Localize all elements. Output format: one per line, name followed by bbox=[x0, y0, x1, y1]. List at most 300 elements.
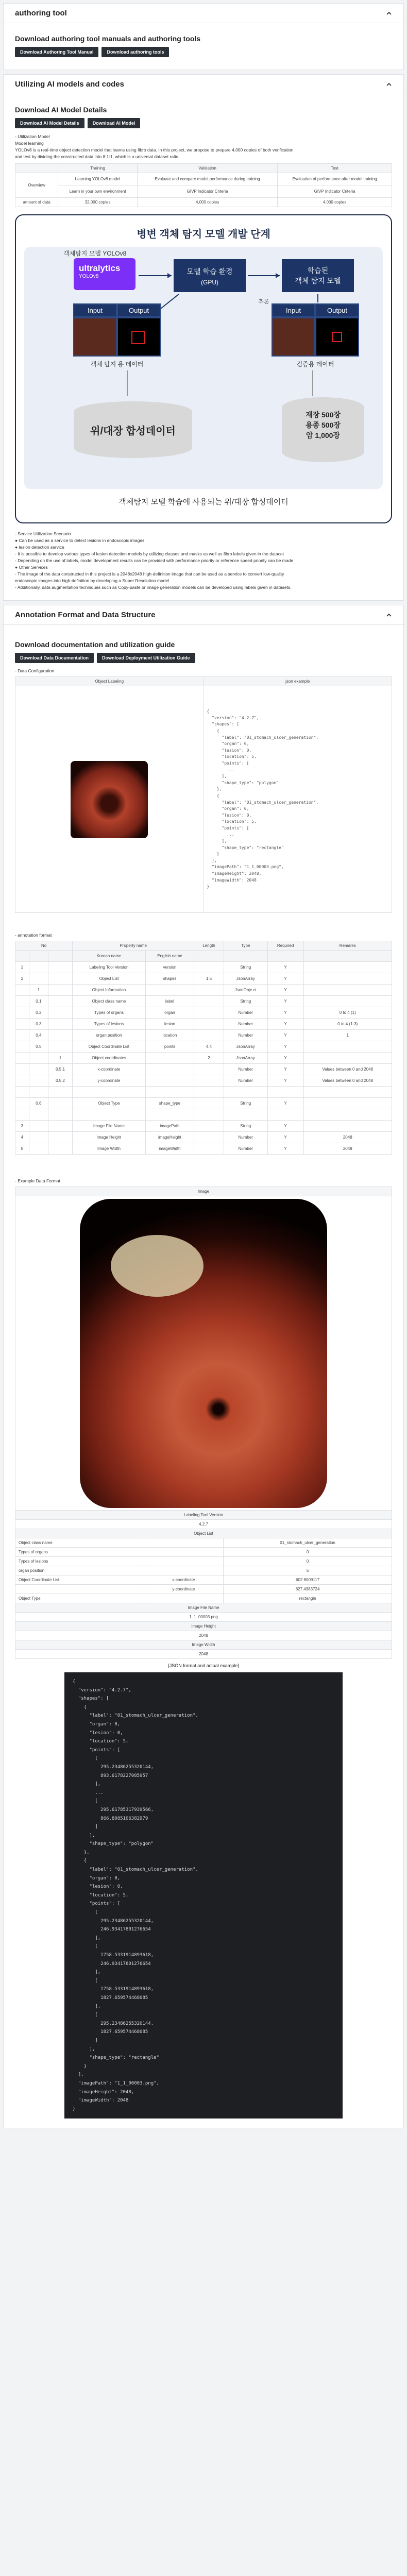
table-cell: 1 bbox=[29, 985, 48, 996]
table-cell: Object Coordinate List bbox=[73, 1041, 146, 1053]
table-cell: 4,000 copies bbox=[278, 198, 392, 207]
table-row bbox=[15, 1098, 392, 1109]
table-cell: 1 bbox=[15, 962, 29, 973]
table-cell bbox=[29, 951, 48, 962]
table-cell bbox=[48, 973, 72, 985]
authoring-tool-header[interactable] bbox=[4, 4, 403, 23]
table-row bbox=[15, 1143, 392, 1155]
width-value: 2048 bbox=[15, 1650, 392, 1659]
scenario-line: ● lesion detection service bbox=[15, 545, 64, 550]
table-cell: Object class name bbox=[73, 996, 146, 1007]
table-cell bbox=[29, 973, 48, 985]
table-cell: 2048 bbox=[303, 1132, 392, 1143]
table-cell: 0.6 bbox=[29, 1098, 48, 1109]
download-model-details-button[interactable]: Download AI Model Details bbox=[15, 118, 84, 128]
table-cell bbox=[29, 1064, 48, 1075]
table-cell: Types of organs bbox=[15, 1548, 144, 1557]
scenario-line: - It is possible to develop various types of lesion detection models by utilizing classes and masks as well as fibro labels given in the datacet bbox=[15, 551, 284, 556]
table-header bbox=[15, 164, 58, 173]
tool-version-value: 4.2.7 bbox=[15, 1520, 392, 1529]
tool-version-header: Labeling Tool Version bbox=[15, 1511, 392, 1520]
table-cell bbox=[48, 1030, 72, 1041]
table-cell bbox=[267, 1109, 303, 1121]
download-data-doc-button[interactable]: Download Data Documentation bbox=[15, 653, 94, 663]
table-cell: String bbox=[224, 962, 267, 973]
file-value: 1_1_00003.png bbox=[15, 1613, 392, 1622]
scenario-line: - Additionally, data augmentation techniques such as Copy-paste or image generation models can be developed using labels given in datasets. bbox=[15, 585, 292, 590]
table-cell bbox=[48, 1041, 72, 1053]
table-cell: 5 bbox=[15, 1143, 29, 1155]
table-cell: Y bbox=[267, 1132, 303, 1143]
table-cell: 0.3 bbox=[29, 1019, 48, 1030]
table-row bbox=[15, 1548, 392, 1557]
annotation-title: Annotation Format and Data Structure bbox=[15, 611, 156, 619]
table-cell bbox=[194, 1064, 224, 1075]
ai-models-header[interactable] bbox=[4, 75, 403, 94]
table-header: Remarks bbox=[303, 941, 392, 951]
table-cell: organ position bbox=[15, 1566, 144, 1575]
table-row bbox=[15, 1109, 392, 1121]
table-cell: Evaluate and compare model performance during training bbox=[138, 173, 278, 185]
table-cell: Number bbox=[224, 1064, 267, 1075]
table-cell: Learning YOLOv8 model bbox=[58, 173, 138, 185]
table-cell: Y bbox=[267, 1064, 303, 1075]
table-header: Length bbox=[194, 941, 224, 951]
table-cell bbox=[145, 1064, 194, 1075]
table-cell: rectangle bbox=[224, 1594, 392, 1603]
table-cell: Labeling Tool Version bbox=[73, 962, 146, 973]
train-data-label: 객체 탐지 용 데이터 bbox=[90, 361, 144, 368]
table-cell bbox=[145, 1053, 194, 1064]
table-cell bbox=[48, 1132, 72, 1143]
table-cell: Evaluation of performance after model training bbox=[278, 173, 392, 185]
table-cell: Y bbox=[267, 962, 303, 973]
table-cell: String bbox=[224, 996, 267, 1007]
authoring-tool-heading: Download authoring tool manuals and authoring tools bbox=[15, 35, 201, 43]
table-cell bbox=[145, 985, 194, 996]
table-cell: 0.1 bbox=[29, 996, 48, 1007]
table-cell bbox=[29, 1121, 48, 1132]
table-row bbox=[15, 1007, 392, 1019]
annotation-section bbox=[3, 605, 404, 2128]
table-cell: organ position bbox=[73, 1030, 146, 1041]
table-cell bbox=[144, 1566, 223, 1575]
table-cell: 4.4 bbox=[194, 1041, 224, 1053]
table-cell: Y bbox=[267, 985, 303, 996]
table-cell: Types of lesions bbox=[73, 1019, 146, 1030]
logo-text: ultralytics bbox=[79, 263, 121, 273]
step2-sub: (GPU) bbox=[201, 279, 218, 286]
table-cell: Image Width bbox=[73, 1143, 146, 1155]
table-cell: 602.8009117 bbox=[224, 1575, 392, 1585]
table-row bbox=[15, 1075, 392, 1087]
table-cell bbox=[303, 962, 392, 973]
table-header: json example bbox=[204, 677, 392, 686]
model-pipeline-diagram bbox=[15, 214, 392, 523]
val-data-label: 검증용 데이터 bbox=[296, 361, 334, 368]
table-row bbox=[15, 1053, 392, 1064]
table-cell bbox=[194, 1007, 224, 1019]
table-cell: imagePath bbox=[145, 1121, 194, 1132]
table-cell: Overview bbox=[15, 173, 58, 198]
table-header: Training bbox=[58, 164, 138, 173]
table-cell: 2048 bbox=[303, 1143, 392, 1155]
output-label: Output bbox=[117, 303, 161, 317]
table-row bbox=[15, 1585, 392, 1594]
table-cell: y-coordinate bbox=[73, 1075, 146, 1087]
code-block bbox=[64, 1672, 343, 2119]
ulcer-region bbox=[111, 1235, 204, 1297]
table-cell bbox=[48, 1087, 72, 1098]
doc-heading: Download documentation and utilization guide bbox=[15, 640, 175, 649]
table-cell bbox=[15, 1585, 144, 1594]
object-list-header: Object List bbox=[15, 1529, 392, 1538]
intro-line: YOLOv8 is a real-time object detection model that learns using fibro data. In this project, we propose to prepare 4,000 copies of both verification bbox=[15, 147, 294, 152]
scenario-line: - The image of the data constructed in this project is a 2048x2048 high-definition image that can be used as a service to convert low-quality bbox=[15, 571, 284, 577]
table-cell: Y bbox=[267, 1075, 303, 1087]
annotation-rows bbox=[15, 951, 392, 1155]
table-cell bbox=[194, 1030, 224, 1041]
table-cell: Y bbox=[267, 1019, 303, 1030]
val-db bbox=[282, 397, 364, 462]
service-scenario bbox=[15, 531, 392, 591]
table-cell bbox=[267, 951, 303, 962]
table-cell: Y bbox=[267, 1053, 303, 1064]
table-cell: 1.5 bbox=[194, 973, 224, 985]
diagram-caption: 객체탐지 모델 학습에 사용되는 위/대장 합성데이터 bbox=[118, 498, 289, 506]
table-cell: JsonArray bbox=[224, 1041, 267, 1053]
json-example: { "version": "4.2.7", "shapes": [ { "label": "01_stomach_ulcer_generation", "organ": 0, "lesion": 0, "location": 5, "points": [ ... ], "shape_type": "polygon" }, { "label": "01_stomach_ulcer_generation", "organ": 0, "lesion": 0, "location": 5, "points": [ ... ], "shape_type": "rectangle" } ], "imagePath": "1_1_00003.png", "imageHeight": 2048, "imageWidth": 2048 } bbox=[207, 709, 319, 889]
table-cell bbox=[224, 1087, 267, 1098]
input-image bbox=[272, 317, 315, 357]
table-cell: Learn in your own environment bbox=[58, 185, 138, 198]
data-config-table bbox=[15, 676, 392, 913]
table-cell bbox=[224, 1109, 267, 1121]
chevron-up-icon[interactable] bbox=[386, 10, 392, 16]
download-guide-button[interactable]: Download Deployment Utilization Guide bbox=[97, 653, 195, 663]
example-table bbox=[15, 1187, 392, 1659]
table-cell: Y bbox=[267, 973, 303, 985]
json-caption: [JSON format and actual example] bbox=[168, 1663, 239, 1668]
table-cell: x-coordinate bbox=[73, 1064, 146, 1075]
table-cell bbox=[48, 1143, 72, 1155]
table-cell: Y bbox=[267, 1007, 303, 1019]
table-cell: Number bbox=[224, 1019, 267, 1030]
table-row bbox=[15, 1019, 392, 1030]
table-cell bbox=[29, 1087, 48, 1098]
chevron-up-icon[interactable] bbox=[386, 612, 392, 618]
table-row bbox=[15, 1594, 392, 1603]
table-cell: imageHeight bbox=[145, 1132, 194, 1143]
output-mask bbox=[117, 317, 161, 357]
table-cell: Y bbox=[267, 1121, 303, 1132]
table-cell: 4,000 copies bbox=[138, 198, 278, 207]
ai-models-title: Utilizing AI models and codes bbox=[15, 80, 124, 89]
table-cell: Number bbox=[224, 1007, 267, 1019]
table-cell bbox=[15, 1030, 29, 1041]
table-row bbox=[15, 1557, 392, 1566]
table-cell: JsonObje ct bbox=[224, 985, 267, 996]
table-cell: imageWidth bbox=[145, 1143, 194, 1155]
table-cell: 0 to 4 (1) bbox=[303, 1007, 392, 1019]
table-cell: Y bbox=[267, 1143, 303, 1155]
table-cell bbox=[194, 1132, 224, 1143]
table-cell bbox=[145, 1087, 194, 1098]
width-header: Image Width bbox=[15, 1640, 392, 1650]
table-cell: Object List bbox=[73, 973, 146, 985]
table-cell: 0.4 bbox=[29, 1030, 48, 1041]
scenario-line: - Depending on the use of labels, model development results can be provided with performance priority or reference speed priority can be made bbox=[15, 558, 294, 563]
table-row bbox=[15, 996, 392, 1007]
table-cell: 827.4383724 bbox=[224, 1585, 392, 1594]
table-cell: 1 bbox=[303, 1030, 392, 1041]
table-cell: label bbox=[145, 996, 194, 1007]
train-io-panel bbox=[73, 303, 161, 368]
db-line: 재장 500장 bbox=[306, 411, 341, 419]
table-cell: Y bbox=[267, 1041, 303, 1053]
object-rows bbox=[15, 1538, 392, 1603]
table-cell bbox=[29, 1053, 48, 1064]
table-cell: 2 bbox=[194, 1053, 224, 1064]
table-row bbox=[15, 1575, 392, 1585]
step3-label-b: 객체 탐지 모델 bbox=[295, 277, 341, 285]
table-row bbox=[15, 1030, 392, 1041]
endoscopy-thumbnail bbox=[71, 761, 148, 838]
table-cell: Object Type bbox=[15, 1594, 144, 1603]
table-cell bbox=[303, 1098, 392, 1109]
table-cell bbox=[194, 985, 224, 996]
table-cell: JsonArray bbox=[224, 1053, 267, 1064]
table-cell bbox=[194, 1087, 224, 1098]
table-cell bbox=[48, 951, 72, 962]
table-cell: 0.2 bbox=[29, 1007, 48, 1019]
table-cell: 2 bbox=[15, 973, 29, 985]
ai-model-heading: Download AI Model Details bbox=[15, 106, 107, 114]
table-row bbox=[15, 973, 392, 985]
table-cell bbox=[15, 985, 29, 996]
table-cell: shapes bbox=[145, 973, 194, 985]
table-cell: 0.5 bbox=[29, 1041, 48, 1053]
table-cell: 4 bbox=[15, 1132, 29, 1143]
input-label: Input bbox=[272, 303, 315, 317]
table-cell bbox=[15, 996, 29, 1007]
json-example-cell bbox=[204, 686, 392, 913]
table-cell: Values between 0 and 2048 bbox=[303, 1064, 392, 1075]
db-line: 암 1,000장 bbox=[306, 431, 340, 439]
table-cell bbox=[144, 1548, 223, 1557]
table-cell: Types of lesions bbox=[15, 1557, 144, 1566]
table-cell bbox=[48, 1109, 72, 1121]
intro-line: Model learning bbox=[15, 141, 44, 146]
table-header: Required bbox=[267, 941, 303, 951]
table-cell: Y bbox=[267, 1098, 303, 1109]
table-cell bbox=[29, 1109, 48, 1121]
step3-label: 학습된 bbox=[307, 266, 329, 275]
table-cell bbox=[224, 951, 267, 962]
table-cell bbox=[303, 973, 392, 985]
table-cell bbox=[48, 1121, 72, 1132]
table-cell bbox=[15, 1098, 29, 1109]
file-header: Image File Name bbox=[15, 1603, 392, 1613]
table-cell: 0 bbox=[224, 1548, 392, 1557]
table-cell: Y bbox=[267, 996, 303, 1007]
table-cell bbox=[15, 1109, 29, 1121]
diagram-title: 병변 객체 탐지 모델 개발 단계 bbox=[137, 229, 270, 240]
table-cell: 0.5.1 bbox=[48, 1064, 72, 1075]
scenario-line: - Service Utilization Scenario bbox=[15, 531, 71, 536]
download-model-button[interactable]: Download AI Model bbox=[88, 118, 141, 128]
table-cell: 3 bbox=[15, 1121, 29, 1132]
download-tools-button[interactable]: Download authoring tools bbox=[101, 47, 169, 57]
input-image bbox=[73, 317, 117, 357]
input-label: Input bbox=[73, 303, 117, 317]
table-cell bbox=[194, 1075, 224, 1087]
table-cell: Image Height bbox=[73, 1132, 146, 1143]
table-cell bbox=[303, 985, 392, 996]
example-image-cell bbox=[15, 1196, 392, 1511]
table-cell: String bbox=[224, 1121, 267, 1132]
table-cell bbox=[303, 1109, 392, 1121]
table-cell: 0 to 4 (1-3) bbox=[303, 1019, 392, 1030]
chevron-up-icon[interactable] bbox=[386, 81, 392, 88]
table-cell bbox=[303, 1087, 392, 1098]
table-cell bbox=[267, 1087, 303, 1098]
table-cell bbox=[145, 1109, 194, 1121]
table-row bbox=[15, 951, 392, 962]
table-row bbox=[15, 1538, 392, 1548]
intro-line: and test by dividing the constructed data into 8:1:1, which is a universal dataset ratio. bbox=[15, 154, 180, 159]
table-cell: String bbox=[224, 1098, 267, 1109]
table-cell bbox=[29, 1143, 48, 1155]
output-mask bbox=[315, 317, 359, 357]
authoring-tool-section bbox=[3, 3, 404, 70]
table-cell bbox=[15, 951, 29, 962]
table-cell bbox=[15, 1007, 29, 1019]
table-row bbox=[15, 985, 392, 996]
annotation-header[interactable] bbox=[4, 605, 403, 625]
table-cell: lesion bbox=[145, 1019, 194, 1030]
table-row bbox=[15, 1087, 392, 1098]
data-config-label: - Data Configuration bbox=[15, 668, 55, 673]
table-cell: 01_stomach_ulcer_generation bbox=[224, 1538, 392, 1548]
example-label: - Example Data Format bbox=[15, 1178, 60, 1183]
scenario-line: endoscopic images into high-definition by developing a Super Resolution model bbox=[15, 578, 169, 583]
table-header: Test bbox=[278, 164, 392, 173]
table-cell bbox=[303, 1041, 392, 1053]
scenario-line: ● Other Services bbox=[15, 565, 48, 570]
table-cell bbox=[48, 1019, 72, 1030]
step2-label: 모델 학습 환경 bbox=[186, 267, 233, 276]
height-header: Image Height bbox=[15, 1622, 392, 1631]
val-io-panel bbox=[258, 299, 359, 368]
table-header: Validation bbox=[138, 164, 278, 173]
table-cell bbox=[303, 951, 392, 962]
table-cell bbox=[48, 1098, 72, 1109]
object-image-cell bbox=[15, 686, 204, 913]
table-header: No bbox=[15, 941, 73, 951]
table-row bbox=[15, 1064, 392, 1075]
table-cell: Number bbox=[224, 1132, 267, 1143]
table-cell: Types of organs bbox=[73, 1007, 146, 1019]
table-cell bbox=[194, 1019, 224, 1030]
annotation-format-table bbox=[15, 941, 392, 1155]
table-cell: GIVP Indicator Criteria bbox=[278, 185, 392, 198]
table-cell: Values between 0 and 2048 bbox=[303, 1075, 392, 1087]
table-cell: 1 bbox=[48, 1053, 72, 1064]
table-cell bbox=[15, 1019, 29, 1030]
table-cell bbox=[303, 996, 392, 1007]
table-cell: Korean name bbox=[73, 951, 146, 962]
model-intro bbox=[15, 133, 392, 160]
table-cell: 32,000 copies bbox=[58, 198, 138, 207]
infer-label: 추론 bbox=[258, 299, 269, 305]
data-split-table bbox=[15, 163, 392, 207]
endoscopy-image bbox=[80, 1199, 327, 1508]
table-cell: GIVP Indicator Criteria bbox=[138, 185, 278, 198]
table-cell bbox=[194, 962, 224, 973]
table-cell bbox=[29, 962, 48, 973]
ai-models-section bbox=[3, 74, 404, 601]
height-value: 2048 bbox=[15, 1631, 392, 1640]
table-cell bbox=[144, 1594, 223, 1603]
table-row bbox=[15, 1121, 392, 1132]
table-cell: Image File Name bbox=[73, 1121, 146, 1132]
json-code: { "version": "4.2.7", "shapes": [ { "label": "01_stomach_ulcer_generation", "organ": 0, "lesion": 0, "location": 5, "points": [ [ 295.23486255320144, 893.6178227085957 ], ... [ 295.61785317939566, 866.8085106382979 ] ], "shape_type": "polygon" }, { "label": "01_stomach_ulcer_generation", "organ": 0, "lesion": 0, "location": 5, "points": [ [ 295.23486255320144, 246.93417801276654 ], [ 1758.5331914893618, 246.93417801276654 ], [ 1758.5331914893618, 1827.659574468085 ], [ 295.23486255320144, 1827.659574468085 ] ], "shape_type": "rectangle" } ], "imagePath": "1_1_00003.png", "imageHeight": 2048, "imageWidth": 2048 } bbox=[64, 1672, 343, 2119]
table-cell: Number bbox=[224, 1030, 267, 1041]
table-cell: Object coordinates bbox=[73, 1053, 146, 1064]
table-cell bbox=[144, 1538, 223, 1548]
table-cell: Object Coordinate List bbox=[15, 1575, 144, 1585]
table-cell: x-coordinate bbox=[144, 1575, 223, 1585]
download-manual-button[interactable]: Download Authoring Tool Manual bbox=[15, 47, 98, 57]
table-cell: Y bbox=[267, 1030, 303, 1041]
table-cell: Number bbox=[224, 1143, 267, 1155]
table-cell bbox=[144, 1557, 223, 1566]
table-cell: y-coordinate bbox=[144, 1585, 223, 1594]
table-cell bbox=[48, 985, 72, 996]
table-cell bbox=[303, 1053, 392, 1064]
table-cell: version bbox=[145, 962, 194, 973]
diagram-panel bbox=[24, 247, 383, 489]
table-cell: amount of data bbox=[15, 198, 58, 207]
synthetic-db: 위/대장 합성데이터 bbox=[74, 401, 192, 458]
table-cell bbox=[194, 1098, 224, 1109]
table-row bbox=[15, 1132, 392, 1143]
table-cell: points bbox=[145, 1041, 194, 1053]
table-cell bbox=[29, 1075, 48, 1087]
table-cell: Object Information bbox=[73, 985, 146, 996]
table-cell bbox=[15, 1087, 29, 1098]
table-cell bbox=[48, 1007, 72, 1019]
table-header: Object Labeling bbox=[15, 677, 204, 686]
intro-line: - Utilization Model bbox=[15, 134, 50, 139]
table-cell: Object Type bbox=[73, 1098, 146, 1109]
db-line: 용종 500장 bbox=[306, 421, 341, 429]
table-cell: shape_type bbox=[145, 1098, 194, 1109]
table-cell bbox=[29, 1132, 48, 1143]
table-cell: Object class name bbox=[15, 1538, 144, 1548]
table-cell bbox=[194, 1143, 224, 1155]
table-cell bbox=[194, 996, 224, 1007]
table-cell bbox=[15, 1041, 29, 1053]
table-cell bbox=[48, 962, 72, 973]
table-cell bbox=[15, 1053, 29, 1064]
annotation-format-label: - annotation format bbox=[15, 933, 52, 938]
table-cell bbox=[15, 1064, 29, 1075]
table-cell: location bbox=[145, 1030, 194, 1041]
output-label: Output bbox=[315, 303, 359, 317]
table-cell bbox=[48, 996, 72, 1007]
